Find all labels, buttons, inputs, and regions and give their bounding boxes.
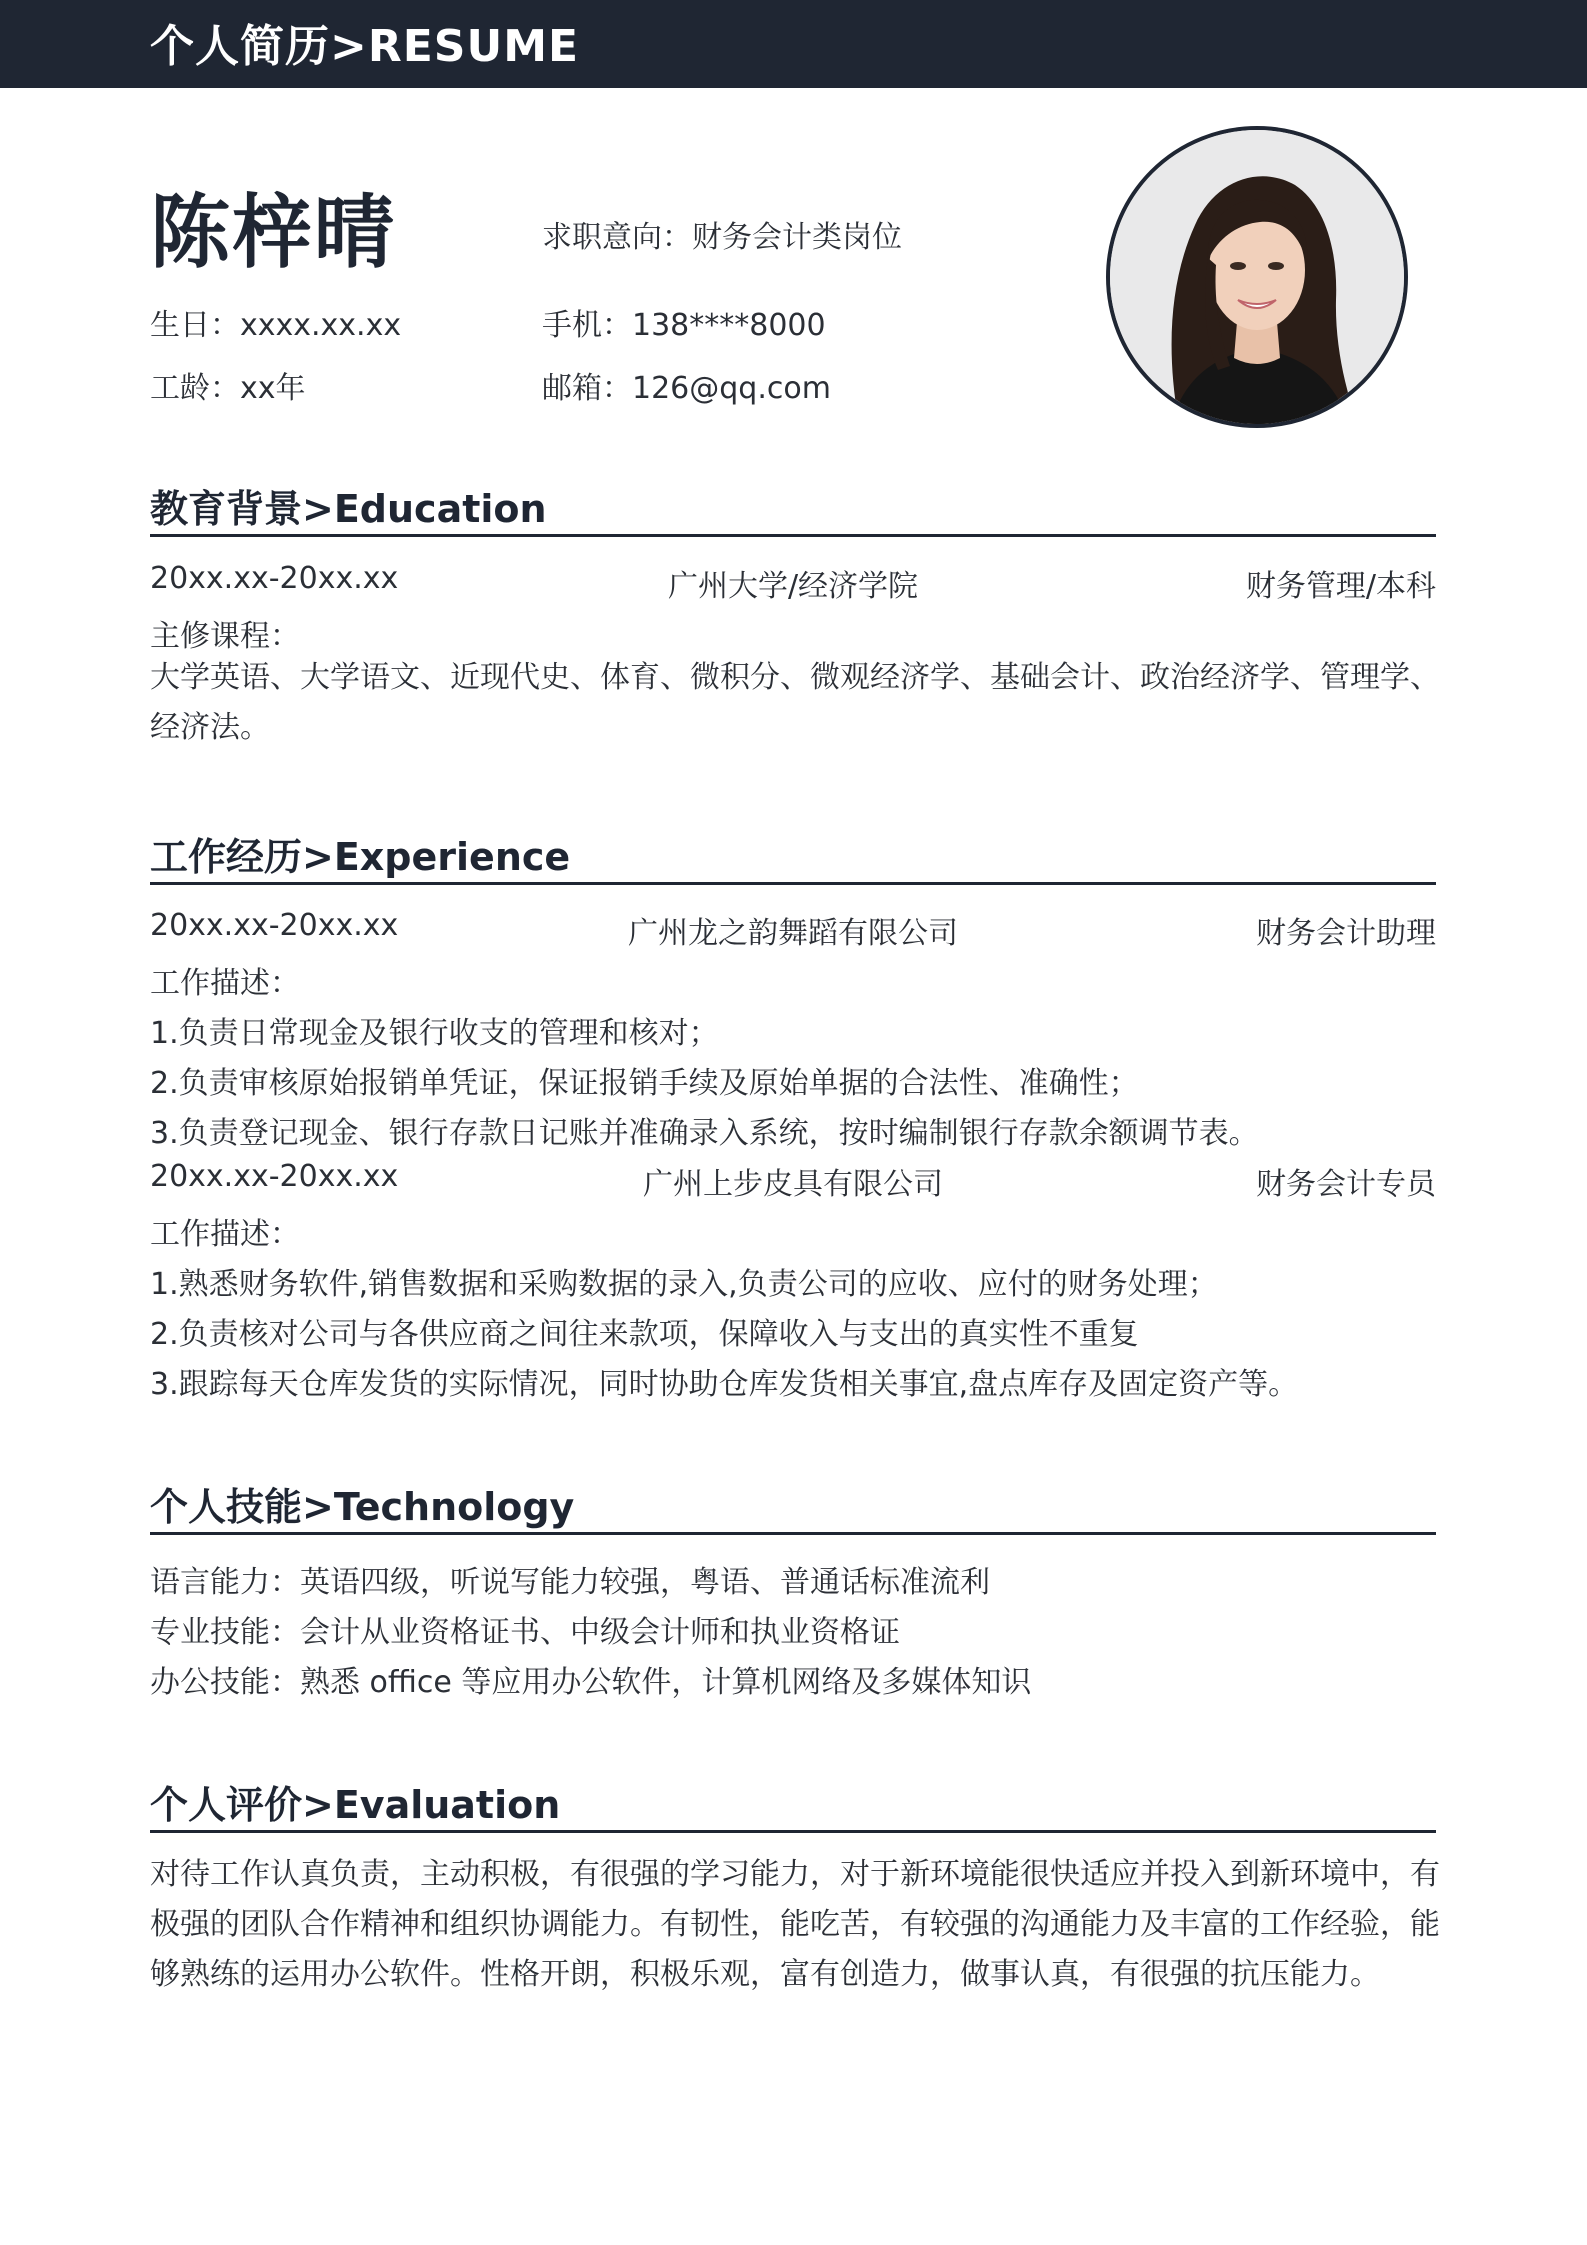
courses-label: 主修课程： bbox=[150, 619, 300, 654]
job-company: 广州龙之韵舞蹈有限公司 bbox=[628, 916, 958, 951]
header-bar bbox=[0, 0, 1587, 88]
experience-divider bbox=[150, 882, 1436, 885]
education-school: 广州大学/经济学院 bbox=[667, 569, 919, 604]
education-divider bbox=[150, 534, 1436, 537]
education-title: 教育背景>Education bbox=[150, 487, 547, 531]
job-entry bbox=[150, 1159, 1436, 1203]
job-desc-item: 3.负责登记现金、银行存款日记账并准确录入系统，按时编制银行存款余额调节表。 bbox=[150, 1116, 1259, 1151]
job-desc-item: 2.负责核对公司与各供应商之间往来款项，保障收入与支出的真实性不重复 bbox=[150, 1317, 1139, 1352]
skills-divider bbox=[150, 1532, 1436, 1535]
work-years: 工龄：xx年 bbox=[150, 371, 306, 406]
candidate-name: 陈梓晴 bbox=[150, 186, 396, 279]
education-major: 财务管理/本科 bbox=[1245, 569, 1436, 604]
header-title: 个人简历>RESUME bbox=[150, 21, 580, 72]
birthday: 生日：xxxx.xx.xx bbox=[150, 308, 402, 343]
job-intent: 求职意向：财务会计类岗位 bbox=[542, 220, 902, 255]
job-desc-item: 1.熟悉财务软件,销售数据和采购数据的录入,负责公司的应收、应付的财务处理； bbox=[150, 1267, 1218, 1302]
avatar-photo bbox=[1106, 126, 1408, 428]
job-desc-item: 1.负责日常现金及银行收支的管理和核对； bbox=[150, 1016, 719, 1051]
job-position: 财务会计助理 bbox=[1256, 916, 1436, 951]
job-date: 20xx.xx-20xx.xx bbox=[150, 908, 399, 943]
job-desc-item: 3.跟踪每天仓库发货的实际情况，同时协助仓库发货相关事宜,盘点库存及固定资产等。 bbox=[150, 1367, 1299, 1402]
job-desc-label: 工作描述： bbox=[150, 1217, 300, 1252]
job-entry bbox=[150, 908, 1436, 952]
evaluation-title: 个人评价>Evaluation bbox=[150, 1783, 561, 1827]
skills-title: 个人技能>Technology bbox=[150, 1485, 575, 1529]
job-desc-item: 2.负责审核原始报销单凭证，保证报销手续及原始单据的合法性、准确性； bbox=[150, 1066, 1139, 1101]
evaluation-divider bbox=[150, 1830, 1436, 1833]
skill-item: 办公技能：熟悉 office 等应用办公软件，计算机网络及多媒体知识 bbox=[150, 1665, 1032, 1700]
job-desc-label: 工作描述： bbox=[150, 966, 300, 1001]
phone: 手机：138****8000 bbox=[542, 308, 826, 343]
skill-item: 语言能力：英语四级，听说写能力较强，粤语、普通话标准流利 bbox=[150, 1565, 990, 1600]
job-position: 财务会计专员 bbox=[1256, 1167, 1436, 1202]
job-date: 20xx.xx-20xx.xx bbox=[150, 1159, 399, 1194]
email: 邮箱：126@qq.com bbox=[542, 371, 831, 406]
job-company: 广州上步皮具有限公司 bbox=[643, 1167, 943, 1202]
courses-text: 大学英语、大学语文、近现代史、体育、微积分、微观经济学、基础会计、政治经济学、管理学、经济法。 bbox=[150, 660, 1440, 745]
evaluation-text: 对待工作认真负责，主动积极，有很强的学习能力，对于新环境能很快适应并投入到新环境中，有极强的团队合作精神和组织协调能力。有韧性，能吃苦，有较强的沟通能力及丰富的工作经验，能够熟练的运用办公软件。性格开朗，积极乐观，富有创造力，做事认真，有很强的抗压能力。 bbox=[150, 1857, 1440, 1992]
skill-item: 专业技能：会计从业资格证书、中级会计师和执业资格证 bbox=[150, 1615, 900, 1650]
education-date: 20xx.xx-20xx.xx bbox=[150, 561, 399, 596]
education-entry bbox=[150, 561, 1436, 605]
experience-title: 工作经历>Experience bbox=[150, 835, 571, 879]
portrait-image bbox=[1110, 130, 1404, 424]
